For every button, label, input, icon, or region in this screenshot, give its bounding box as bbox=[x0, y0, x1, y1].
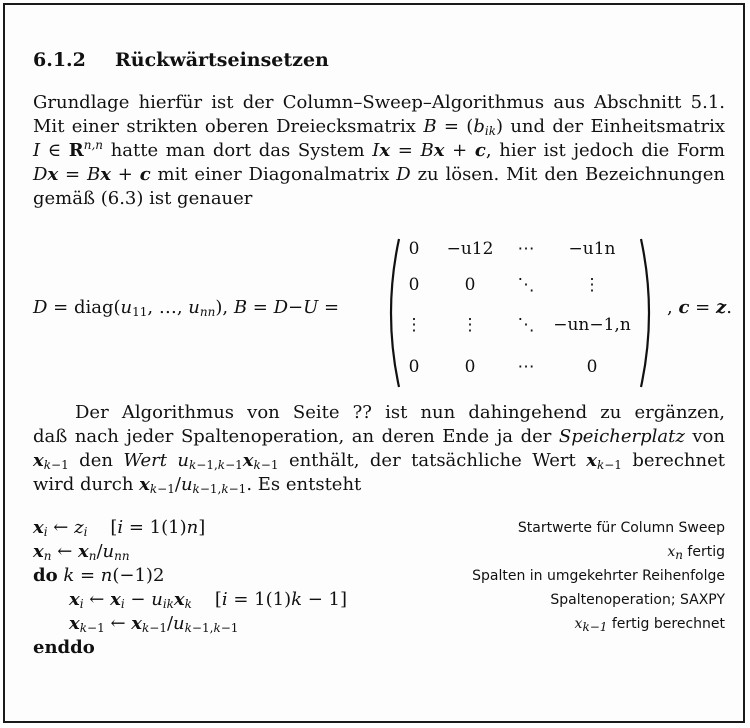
followup-text-4a: wird durch bbox=[33, 474, 134, 495]
algorithm-code: $x_i$ ← $x_i - u_{ik}x_k$ [i = 1(1)k − 1] bbox=[69, 589, 348, 611]
matrix-cell: −u12 bbox=[446, 239, 494, 259]
algorithm-comment: Spaltenoperation; SAXPY bbox=[550, 592, 725, 608]
algorithm-comment-text: fertig berechnet bbox=[611, 616, 725, 632]
intro-paragraph bbox=[33, 91, 725, 211]
followup-line-1 bbox=[33, 401, 725, 425]
algorithm-comment: Spalten in umgekehrter Reihenfolge bbox=[472, 568, 725, 584]
matrix-cell: −u1n bbox=[568, 239, 616, 259]
matrix-cell: −un−1,n bbox=[553, 315, 631, 335]
algorithm-line bbox=[33, 637, 725, 661]
algorithm-comment: $x_n$ fertig bbox=[667, 544, 725, 562]
matrix-right-paren bbox=[637, 237, 659, 389]
intro-text-1: Grundlage hierfür ist der Column–Sweep–Algorithmus aus Abschnitt 5.1. bbox=[33, 92, 725, 113]
intro-text-4a: mit einer Diagonalmatrix bbox=[157, 164, 390, 185]
followup-emphasis-2: Wert bbox=[123, 450, 167, 471]
algorithm-comment: Startwerte für Column Sweep bbox=[517, 520, 725, 536]
matrix-cell: 0 bbox=[408, 357, 420, 377]
algorithm-code: $x_n$ ← $x_n/u_{nn}$ bbox=[33, 541, 130, 563]
intro-line-2: Mit einer strikten oberen Dreiecksmatrix $B = (b_{ik})$ und der Einheitsmatrix bbox=[33, 116, 725, 138]
algorithm-comment: $x_{k-1}$ fertig berechnet bbox=[574, 616, 725, 634]
intro-line-3: I ∈ R$^{n,n}$ hatte man dort das System Ix = Bx + c, hier ist jedoch die Form bbox=[33, 138, 725, 161]
intro-text-3b: , hier ist jedoch die Form bbox=[485, 140, 725, 161]
algorithm-code: $x_i$ ← $z_i$ [i = 1(1)n] bbox=[33, 517, 206, 539]
matrix-cell: ⋮ bbox=[583, 275, 601, 295]
followup-paragraph bbox=[33, 401, 725, 497]
followup-text-3b: enthält, der tatsächliche Wert bbox=[288, 450, 576, 471]
algorithm-comment-text: fertig bbox=[687, 544, 725, 560]
matrix-cell: 0 bbox=[408, 239, 420, 259]
section-title: Rückwärtseinsetzen bbox=[115, 49, 329, 71]
algorithm-line bbox=[33, 517, 725, 541]
page-frame bbox=[3, 3, 745, 723]
followup-line-3: $x_{k-1}$ den Wert $u_{k-1,k-1}x_{k-1}$ enthält, der tatsächliche Wert $x_{k-1}$ berechnet bbox=[33, 450, 725, 472]
matrix-cell: ⋮ bbox=[461, 315, 479, 335]
matrix-cell: 0 bbox=[408, 275, 420, 295]
intro-text-2b: und der Einheitsmatrix bbox=[510, 116, 725, 137]
algorithm-line bbox=[33, 589, 725, 613]
algorithm-line bbox=[33, 565, 725, 589]
followup-text-3c: berechnet bbox=[632, 450, 725, 471]
followup-emphasis-1: Speicherplatz bbox=[558, 426, 685, 447]
followup-line-4: wird durch $x_{k-1}/u_{k-1,k-1}$. Es entsteht bbox=[33, 474, 362, 496]
intro-text-4b: zu lösen. Mit den Bezeichnungen bbox=[417, 164, 725, 185]
followup-line-2 bbox=[33, 425, 725, 449]
matrix-cell: ⋯ bbox=[517, 239, 535, 259]
intro-line-4: Dx = Bx + c mit einer Diagonalmatrix D zu lösen. Mit den Bezeichnungen bbox=[33, 164, 725, 185]
keyword-do: do bbox=[33, 565, 58, 586]
intro-text-5: gemäß (6.3) ist genauer bbox=[33, 188, 253, 209]
algorithm-code: $x_{k-1}$ ← $x_{k-1}/u_{k-1,k-1}$ bbox=[69, 613, 239, 635]
intro-line-5 bbox=[33, 187, 725, 211]
followup-text-1: Der Algorithmus von Seite ?? ist nun dahingehend zu ergänzen, bbox=[75, 402, 725, 423]
matrix-cell: ⋯ bbox=[517, 357, 535, 377]
matrix-cell: 0 bbox=[464, 275, 476, 295]
keyword-enddo: enddo bbox=[33, 637, 95, 658]
algorithm-line bbox=[33, 541, 725, 565]
section-number: 6.1.2 bbox=[33, 49, 86, 71]
matrix-cell: ⋱ bbox=[517, 275, 535, 295]
followup-text-2b: von bbox=[692, 426, 725, 447]
intro-text-3a: hatte man dort das System bbox=[110, 140, 365, 161]
intro-line-1 bbox=[33, 91, 725, 115]
followup-text-2a: daß nach jeder Spaltenoperation, an deren Ende ja der bbox=[33, 426, 552, 447]
matrix-cell: ⋮ bbox=[405, 315, 423, 335]
intro-text-2a: Mit einer strikten oberen Dreiecksmatrix bbox=[33, 116, 416, 137]
matrix-cell: ⋱ bbox=[517, 315, 535, 335]
algorithm-code: do k = n(−1)2 bbox=[33, 565, 165, 586]
equation-lhs: $D = diag(u_{11}$, …, $u_{nn}$), B = D−U = bbox=[33, 297, 340, 319]
matrix-cell: 0 bbox=[464, 357, 476, 377]
matrix-cell: 0 bbox=[586, 357, 598, 377]
section-heading bbox=[33, 49, 329, 71]
algorithm-line bbox=[33, 613, 725, 637]
matrix-equation bbox=[33, 237, 733, 389]
followup-text-3a: den bbox=[79, 450, 113, 471]
followup-text-4b: . Es entsteht bbox=[246, 474, 362, 495]
equation-rhs: , c = z. bbox=[667, 297, 732, 318]
